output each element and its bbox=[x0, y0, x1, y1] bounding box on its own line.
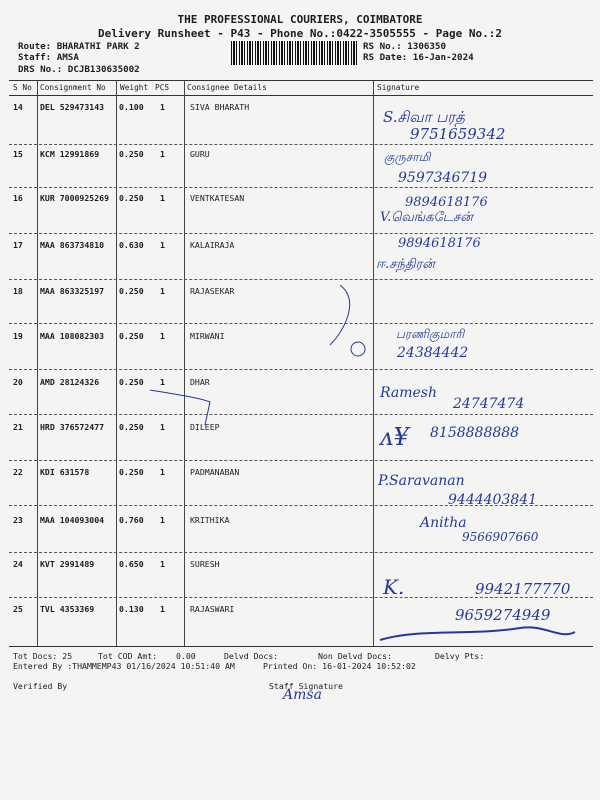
signature-name: ஈ.சந்திரன் bbox=[376, 257, 435, 272]
row-sno: 22 bbox=[13, 467, 23, 477]
header-consignee: Consignee Details bbox=[187, 83, 267, 92]
row-sno: 21 bbox=[13, 422, 23, 432]
pen-stroke bbox=[150, 390, 210, 425]
row-consignee: DILEEP bbox=[190, 422, 220, 432]
row-weight: 0.250 bbox=[119, 193, 144, 203]
row-pcs: 1 bbox=[160, 515, 165, 525]
row-consignee: DHAR bbox=[190, 377, 210, 387]
row-sno: 16 bbox=[13, 193, 23, 203]
row-consignee: MIRWANI bbox=[190, 331, 225, 341]
row-consignee: SURESH bbox=[190, 559, 220, 569]
signature-phone: 9942177770 bbox=[475, 580, 571, 598]
row-weight: 0.250 bbox=[119, 467, 144, 477]
row-weight: 0.760 bbox=[119, 515, 144, 525]
row-pcs: 1 bbox=[160, 149, 165, 159]
printed-on: Printed On: 16-01-2024 10:52:02 bbox=[263, 661, 416, 671]
row-consignment: DEL 529473143 bbox=[40, 102, 105, 112]
header-weight: Weight bbox=[120, 83, 149, 92]
row-consignment: AMD 28124326 bbox=[40, 377, 100, 387]
row-consignment: KUR 7000925269 bbox=[40, 193, 110, 203]
row-consignee: KRITHIKA bbox=[190, 515, 230, 525]
row-pcs: 1 bbox=[160, 240, 165, 250]
signature-name: P.Saravanan bbox=[378, 473, 465, 489]
row-pcs: 1 bbox=[160, 467, 165, 477]
row-pcs: 1 bbox=[160, 102, 165, 112]
row-sno: 18 bbox=[13, 286, 23, 296]
delivered-docs: Delvd Docs: bbox=[224, 651, 279, 661]
row-consignee: VENTKATESAN bbox=[190, 193, 245, 203]
row-consignment: MAA 863734810 bbox=[40, 240, 105, 250]
signature-phone: 9597346719 bbox=[398, 170, 488, 186]
row-pcs: 1 bbox=[160, 286, 165, 296]
header-sno: S No bbox=[13, 83, 32, 92]
signature-name: Anitha bbox=[420, 515, 467, 531]
entered-by: Entered By :THAMMEMP43 01/16/2024 10:51:40 AM bbox=[13, 661, 235, 671]
rs-number: RS No.: 1306350 bbox=[363, 41, 446, 52]
row-consignee: SIVA BHARATH bbox=[190, 102, 250, 112]
row-pcs: 1 bbox=[160, 193, 165, 203]
row-consignment: HRD 376572477 bbox=[40, 422, 105, 432]
row-consignment: TVL 4353369 bbox=[40, 604, 95, 614]
row-consignment: KDI 631578 bbox=[40, 467, 90, 477]
row-consignment: KVT 2991489 bbox=[40, 559, 95, 569]
row-consignee: KALAIRAJA bbox=[190, 240, 235, 250]
staff-signature: Amsa bbox=[283, 687, 322, 703]
row-consignee: RAJASWARI bbox=[190, 604, 235, 614]
row-sno: 15 bbox=[13, 149, 23, 159]
signature-name: Ramesh bbox=[380, 385, 437, 401]
signature-name: S.சிவா பரத் bbox=[383, 108, 465, 126]
row-weight: 0.100 bbox=[119, 102, 144, 112]
row-sno: 17 bbox=[13, 240, 23, 250]
staff-label: Staff: AMSA bbox=[18, 52, 79, 63]
row-pcs: 1 bbox=[160, 377, 165, 387]
row-weight: 0.650 bbox=[119, 559, 144, 569]
total-cod-label: Tot COD Amt: bbox=[98, 651, 158, 661]
route-label: Route: BHARATHI PARK 2 bbox=[18, 41, 140, 52]
circled-mark bbox=[351, 342, 365, 356]
company-title: THE PROFESSIONAL COURIERS, COIMBATORE bbox=[177, 13, 423, 26]
row-sno: 20 bbox=[13, 377, 23, 387]
row-pcs: 1 bbox=[160, 422, 165, 432]
signature-name: V.வெங்கடேசன் bbox=[380, 210, 473, 225]
row-pcs: 1 bbox=[160, 604, 165, 614]
header-consignment: Consignment No bbox=[40, 83, 106, 92]
staff-signature-label: Staff Signature bbox=[269, 681, 343, 691]
verified-by: Verified By bbox=[13, 681, 68, 691]
signature-phone: 9894618176 bbox=[405, 195, 488, 210]
signature-phone: 9566907660 bbox=[462, 530, 539, 544]
row-sno: 14 bbox=[13, 102, 23, 112]
non-delivered-docs: Non Delvd Docs: bbox=[318, 651, 392, 661]
signature-phone: 24384442 bbox=[397, 345, 469, 361]
row-weight: 0.630 bbox=[119, 240, 144, 250]
pen-stroke bbox=[380, 627, 575, 640]
row-consignee: RAJASEKAR bbox=[190, 286, 235, 296]
runsheet-subtitle: Delivery Runsheet - P43 - Phone No.:0422-3505555 - Page No.:2 bbox=[98, 27, 502, 40]
row-consignment: MAA 863325197 bbox=[40, 286, 105, 296]
signature-phone: 9659274949 bbox=[455, 606, 551, 624]
signature-name: K. bbox=[383, 575, 405, 599]
row-weight: 0.250 bbox=[119, 286, 144, 296]
total-cod-value: 0.00 bbox=[176, 651, 196, 661]
total-docs: Tot Docs: 25 bbox=[13, 651, 73, 661]
signature-phone: 8158888888 bbox=[430, 425, 520, 441]
row-sno: 23 bbox=[13, 515, 23, 525]
rs-date: RS Date: 16-Jan-2024 bbox=[363, 52, 474, 63]
row-sno: 25 bbox=[13, 604, 23, 614]
header-signature: Signature bbox=[377, 83, 420, 92]
row-pcs: 1 bbox=[160, 559, 165, 569]
row-consignee: PADMANABAN bbox=[190, 467, 240, 477]
signature-phone: 24747474 bbox=[453, 396, 525, 412]
row-sno: 19 bbox=[13, 331, 23, 341]
signature-scribble: ᴧ¥ bbox=[380, 423, 409, 451]
row-sno: 24 bbox=[13, 559, 23, 569]
signature-phone: 9751659342 bbox=[410, 125, 506, 143]
row-weight: 0.130 bbox=[119, 604, 144, 614]
row-weight: 0.250 bbox=[119, 377, 144, 387]
row-consignment: KCM 12991869 bbox=[40, 149, 100, 159]
row-pcs: 1 bbox=[160, 331, 165, 341]
signature-name: பரணிகுமாரி bbox=[396, 327, 465, 341]
signature-name: குருசாமி bbox=[384, 150, 431, 164]
row-consignment: MAA 104093004 bbox=[40, 515, 105, 525]
signature-phone: 9444403841 bbox=[448, 492, 538, 508]
row-weight: 0.250 bbox=[119, 331, 144, 341]
pen-stroke bbox=[330, 285, 350, 345]
drs-number: DRS No.: DCJB130635002 bbox=[18, 64, 140, 75]
signature-phone: 9894618176 bbox=[398, 236, 481, 251]
row-weight: 0.250 bbox=[119, 149, 144, 159]
delivery-points: Delvy Pts: bbox=[435, 651, 485, 661]
header-pcs: PCS bbox=[155, 83, 170, 92]
row-weight: 0.250 bbox=[119, 422, 144, 432]
row-consignment: MAA 108082303 bbox=[40, 331, 105, 341]
row-consignee: GURU bbox=[190, 149, 210, 159]
